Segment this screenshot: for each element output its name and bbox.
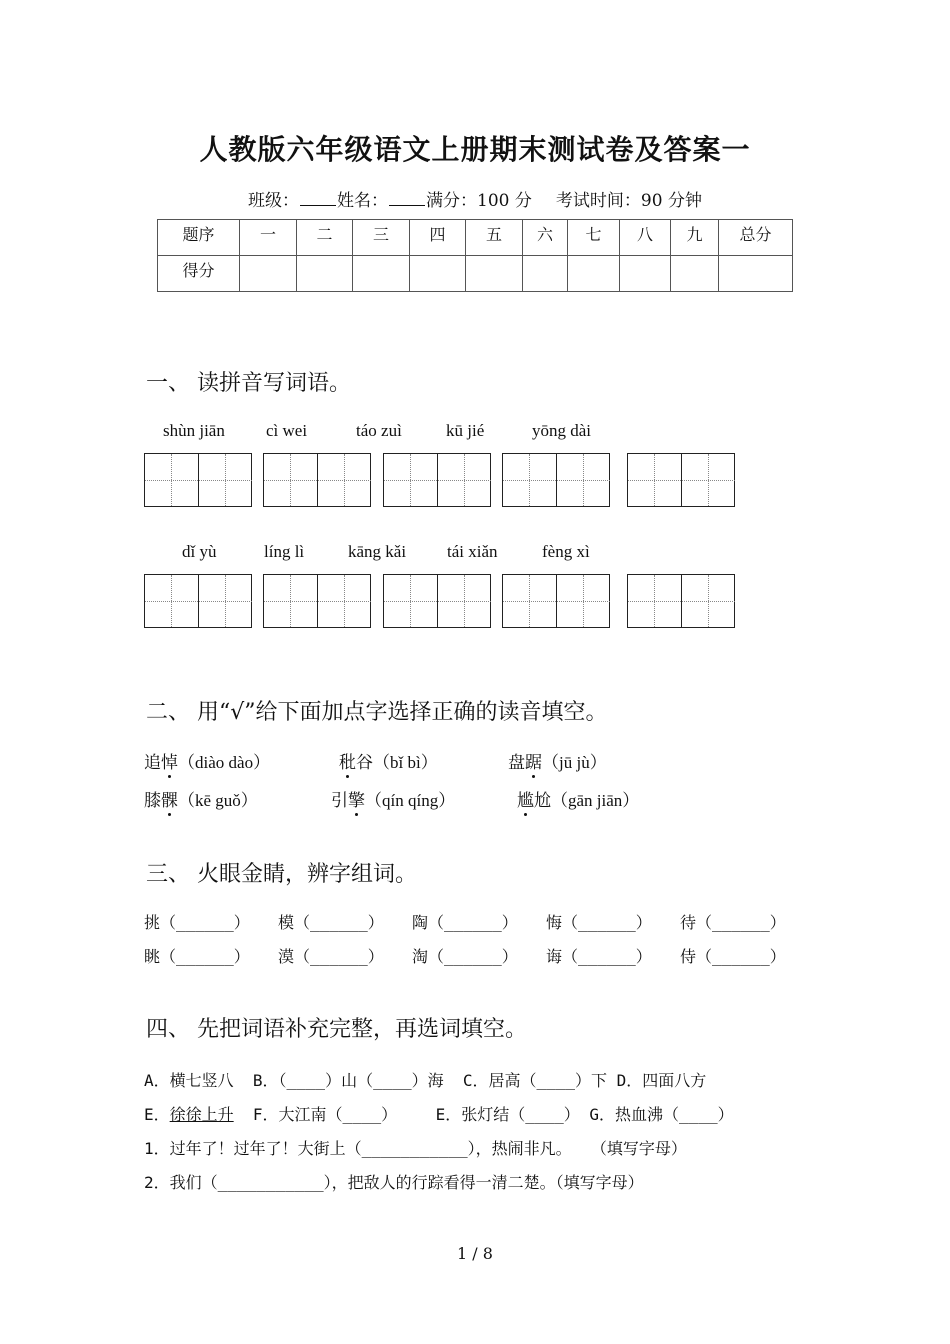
full-score: 满分：100 分 <box>426 191 532 211</box>
writing-grid[interactable] <box>502 574 610 628</box>
writing-grid[interactable] <box>627 574 735 628</box>
section3-heading: 三、 火眼金睛，辨字组词。 <box>146 862 417 887</box>
score-cell[interactable] <box>568 256 620 292</box>
score-header-cell: 六 <box>523 220 568 256</box>
score-cell[interactable] <box>297 256 353 292</box>
writing-grid[interactable] <box>144 453 252 507</box>
word-item: 侍（______） <box>680 947 786 966</box>
score-cell[interactable] <box>410 256 466 292</box>
writing-grid[interactable] <box>383 453 491 507</box>
score-table <box>157 219 793 292</box>
option-line: A．横七竖八 B．（____）山（____）海 C．居高（____）下 D．四面八方 <box>144 1071 707 1090</box>
score-header-cell: 五 <box>466 220 523 256</box>
exam-time: 考试时间：90 分钟 <box>555 191 702 211</box>
pinyin-label: fèng xì <box>542 542 590 561</box>
pronunciation-item: 盘踞（jū jù） <box>508 753 607 773</box>
word-item: 诲（______） <box>546 947 652 966</box>
page-number: 1 / 8 <box>457 1244 493 1263</box>
score-cell[interactable] <box>671 256 719 292</box>
writing-grid[interactable] <box>627 453 735 507</box>
score-cell[interactable] <box>719 256 793 292</box>
word-item: 挑（______） <box>144 913 250 932</box>
pinyin-label: cì wei <box>266 421 308 440</box>
question-line: 2．我们（___________），把敌人的行踪看得一清二楚。（填写字母） <box>144 1173 644 1192</box>
class-blank <box>300 189 336 206</box>
word-item: 陶（______） <box>412 913 518 932</box>
pronunciation-item: 膝髁（kē guǒ） <box>144 791 258 811</box>
class-label: 班级： <box>248 191 300 211</box>
option-line: E．徐徐上升 F．大江南（____） E．张灯结（____） G．热血沸（____） <box>144 1105 734 1124</box>
writing-grid[interactable] <box>383 574 491 628</box>
question-line: 1．过年了！过年了！大街上（___________），热闹非凡。 （填写字母） <box>144 1139 687 1158</box>
name-label: 姓名： <box>337 191 389 211</box>
name-blank <box>389 189 425 206</box>
pinyin-label: kāng kǎi <box>348 542 407 561</box>
score-cell[interactable] <box>240 256 297 292</box>
word-item: 眺（______） <box>144 947 250 966</box>
score-header-cell: 题序 <box>158 220 240 256</box>
score-row-label: 得分 <box>158 256 240 292</box>
pronunciation-item: 引擎（qín qíng） <box>331 791 456 811</box>
score-cell[interactable] <box>466 256 523 292</box>
pinyin-label: shùn jiān <box>163 421 225 440</box>
pronunciation-item: 追悼（diào dào） <box>144 753 271 773</box>
page-title: 人教版六年级语文上册期末测试卷及答案一 <box>199 133 751 166</box>
score-header-cell: 一 <box>240 220 297 256</box>
section2-heading: 二、 用“√”给下面加点字选择正确的读音填空。 <box>146 700 608 725</box>
score-cell[interactable] <box>620 256 671 292</box>
score-header-cell: 二 <box>297 220 353 256</box>
pronunciation-item: 秕谷（bǐ bì） <box>339 753 438 773</box>
score-value-row <box>158 256 793 292</box>
word-item: 模（______） <box>278 913 384 932</box>
score-header-cell: 七 <box>568 220 620 256</box>
word-item: 淘（______） <box>412 947 518 966</box>
pinyin-label: kū jié <box>446 421 485 440</box>
writing-grid[interactable] <box>502 453 610 507</box>
score-cell[interactable] <box>523 256 568 292</box>
score-header-row <box>158 220 793 256</box>
pinyin-label: yōng dài <box>532 421 592 440</box>
section1-heading: 一、 读拼音写词语。 <box>146 371 351 396</box>
writing-grid[interactable] <box>263 574 371 628</box>
pinyin-label: tái xiǎn <box>447 542 498 561</box>
pinyin-label: líng lì <box>264 542 305 561</box>
pinyin-label: táo zuì <box>356 421 402 440</box>
word-item: 待（______） <box>680 913 786 932</box>
score-header-cell: 四 <box>410 220 466 256</box>
section4-heading: 四、 先把词语补充完整，再选词填空。 <box>146 1017 527 1042</box>
score-header-cell: 九 <box>671 220 719 256</box>
writing-grid[interactable] <box>144 574 252 628</box>
exam-info <box>0 186 950 211</box>
word-item: 漠（______） <box>278 947 384 966</box>
score-header-cell: 三 <box>353 220 410 256</box>
pronunciation-item: 尴尬（gān jiān） <box>517 791 640 811</box>
score-header-cell: 总分 <box>719 220 793 256</box>
pinyin-label: dǐ yù <box>182 542 217 561</box>
score-header-cell: 八 <box>620 220 671 256</box>
score-cell[interactable] <box>353 256 410 292</box>
word-item: 悔（______） <box>546 913 652 932</box>
writing-grid[interactable] <box>263 453 371 507</box>
